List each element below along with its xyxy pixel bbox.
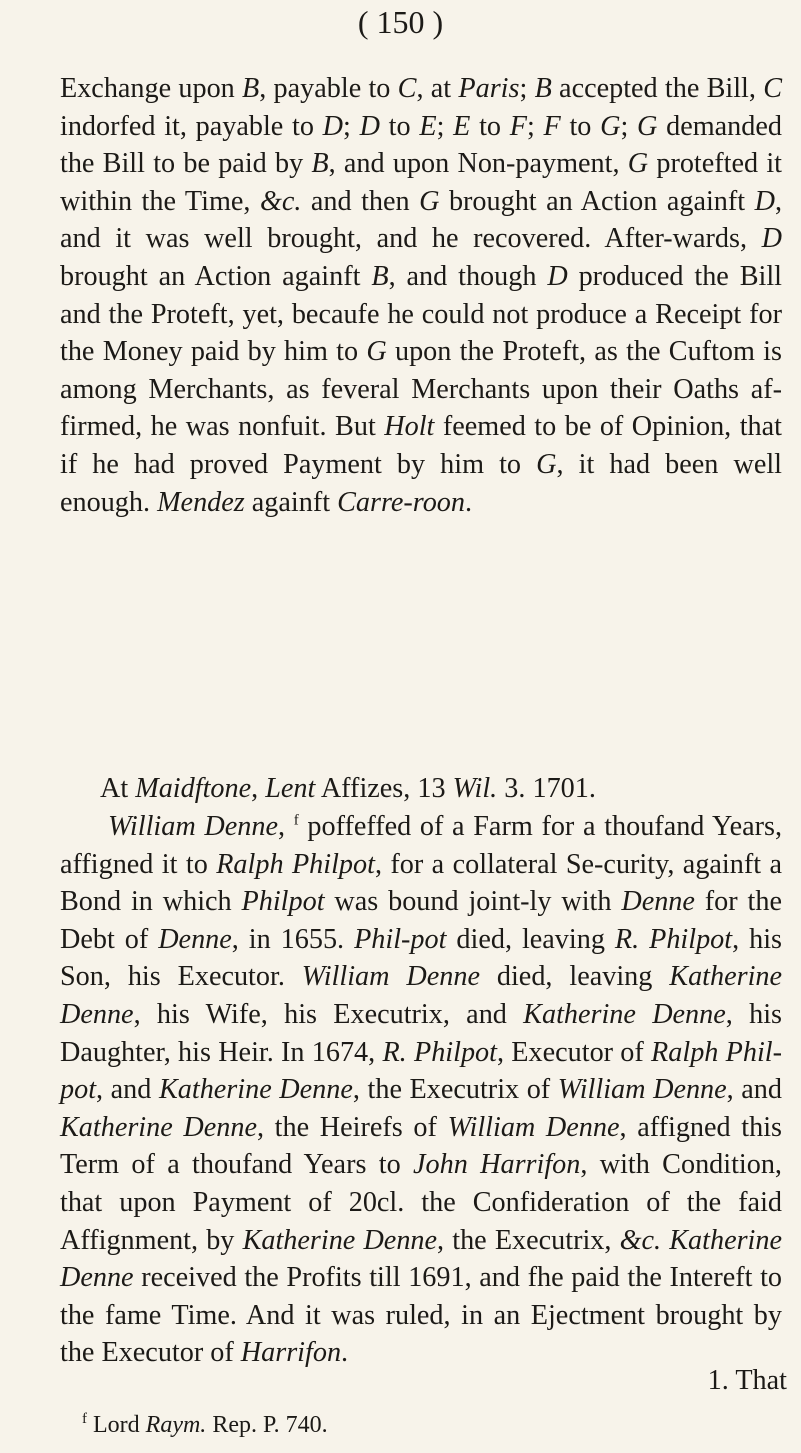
text-run: , his Son, his Executor. bbox=[60, 923, 782, 993]
paragraph-exchange-case bbox=[60, 70, 782, 521]
italic-text: D bbox=[754, 185, 775, 217]
text-run: , in 1655. bbox=[231, 923, 355, 955]
catchword: 1. That bbox=[707, 1365, 787, 1396]
italic-text: Denne bbox=[621, 886, 695, 918]
text-run: againft bbox=[244, 486, 338, 518]
italic-text: Harrifon bbox=[240, 1337, 342, 1369]
italic-text: B bbox=[371, 260, 389, 292]
text-run: died, leaving bbox=[446, 923, 615, 955]
text-run: , with Condition, that upon Payment of 20cl. the Confideration of the faid Affignment, by bbox=[60, 1149, 782, 1256]
heading-text bbox=[100, 770, 782, 808]
text-run: upon the Proteft, as the Cuftom is among Merchants, as feveral Merchants upon their Oaths af-firmed, he was nonfuit. But bbox=[60, 336, 782, 443]
italic-text: William Denne bbox=[301, 961, 480, 993]
text-run: Exchange upon bbox=[60, 73, 243, 104]
footnote bbox=[82, 1410, 328, 1440]
italic-text: Katherine Denne bbox=[523, 998, 726, 1030]
italic-text: E bbox=[419, 110, 437, 142]
text-run: , the Heirefs of bbox=[256, 1111, 448, 1143]
italic-text: Katherine Denne bbox=[60, 1224, 782, 1294]
text-run: 3. 1701. bbox=[497, 773, 596, 804]
footnote-marker: f bbox=[293, 812, 299, 829]
text-run: accepted the Bill, bbox=[551, 73, 764, 104]
text-run: protefted it within the Time, bbox=[60, 148, 783, 217]
italic-text: D bbox=[761, 223, 782, 255]
text-run: to bbox=[470, 110, 510, 142]
text-run: Affizes, 13 bbox=[315, 773, 453, 804]
italic-text: Lent bbox=[265, 773, 316, 804]
text-run: , at bbox=[416, 73, 459, 104]
italic-text: R. Philpot bbox=[382, 1036, 497, 1068]
text-run: Rep. P. 740. bbox=[206, 1412, 328, 1438]
text-run: brought an Action againft bbox=[60, 260, 372, 292]
text-run: and then bbox=[301, 185, 420, 217]
italic-text: Maidftone bbox=[135, 773, 252, 804]
text-run: , and though bbox=[388, 260, 548, 292]
italic-text: Katherine Denne bbox=[158, 1074, 353, 1106]
italic-text: Katherine Denne bbox=[60, 1111, 257, 1143]
text-run: , the Executrix, bbox=[437, 1224, 620, 1256]
italic-text: B bbox=[242, 73, 260, 104]
italic-text: G bbox=[600, 110, 621, 142]
italic-text: John Harrifon bbox=[413, 1149, 581, 1181]
text-run: . bbox=[341, 1337, 349, 1369]
text-run: ; bbox=[526, 110, 544, 142]
italic-text: R. Philpot bbox=[614, 923, 733, 955]
italic-text: G bbox=[627, 148, 649, 180]
italic-text: C bbox=[763, 73, 782, 104]
italic-text: D bbox=[359, 110, 380, 142]
text-run: , Executor of bbox=[497, 1036, 652, 1068]
italic-text: Ralph Philpot bbox=[216, 848, 375, 880]
footnote-marker: f bbox=[82, 1411, 87, 1427]
italic-text: C bbox=[397, 73, 417, 104]
text-run: to bbox=[560, 110, 601, 142]
italic-text: Paris bbox=[458, 73, 520, 104]
text-run: . bbox=[465, 486, 473, 518]
italic-text: &c. bbox=[259, 185, 302, 217]
italic-text: William Denne bbox=[108, 811, 278, 842]
text-run: , payable to bbox=[259, 73, 398, 104]
text-run: to bbox=[379, 110, 420, 142]
italic-text: Raym. bbox=[145, 1412, 207, 1438]
paragraph-denne-case bbox=[60, 808, 782, 1372]
text-run: ; bbox=[620, 110, 638, 142]
text-run: , and upon Non-payment, bbox=[328, 148, 628, 180]
italic-text: D bbox=[322, 110, 344, 142]
text-run: , and it was well brought, and he recovered. After-wards, bbox=[60, 185, 782, 255]
text-run: indorfed it, payable to bbox=[60, 110, 323, 142]
text-run: , his Wife, his Executrix, and bbox=[133, 998, 524, 1030]
text-run: , for a collateral Se-curity, againft a Bond in which bbox=[60, 848, 782, 918]
italic-text: G bbox=[419, 185, 440, 217]
italic-text: William Denne bbox=[447, 1111, 620, 1143]
text-run: , his Daughter, his Heir. In 1674, bbox=[60, 998, 782, 1068]
italic-text: B bbox=[311, 148, 329, 180]
text-run: ; bbox=[343, 110, 360, 142]
italic-text: William Denne bbox=[557, 1074, 727, 1106]
italic-text: F bbox=[543, 110, 561, 142]
text-run: , bbox=[277, 811, 294, 842]
italic-text: Ralph Phil-pot bbox=[60, 1036, 782, 1106]
section-heading bbox=[100, 770, 782, 808]
text-run: At bbox=[100, 773, 136, 804]
italic-text: G bbox=[637, 110, 658, 142]
italic-text: Katherine Denne bbox=[60, 961, 783, 1030]
italic-text: Katherine Denne bbox=[242, 1224, 438, 1256]
italic-text: Phil-pot bbox=[354, 923, 447, 955]
text-run: , affigned this Term of a thoufand Years to bbox=[60, 1111, 783, 1181]
text-run: Lord bbox=[87, 1412, 146, 1438]
italic-text: E bbox=[453, 110, 471, 142]
italic-text: G bbox=[366, 336, 387, 368]
italic-text: F bbox=[509, 110, 527, 142]
italic-text: Wil. bbox=[452, 773, 498, 804]
paragraph-text bbox=[60, 70, 782, 521]
text-run: , the Executrix of bbox=[352, 1074, 558, 1106]
text-run: , it had been well enough. bbox=[60, 448, 782, 518]
italic-text: Mendez bbox=[157, 486, 245, 518]
text-run: was bound joint-ly with bbox=[324, 886, 622, 918]
italic-text: Holt bbox=[384, 411, 435, 443]
text-run: ; bbox=[436, 110, 454, 142]
text-run: , and bbox=[726, 1074, 782, 1106]
italic-text: Philpot bbox=[241, 886, 325, 918]
text-run: produced the Bill and the Proteft, yet, becaufe he could not produce a Receipt for the Money paid by him to bbox=[60, 260, 783, 368]
italic-text: Denne bbox=[158, 923, 232, 955]
italic-text: G bbox=[536, 448, 557, 480]
text-run: brought an Action againft bbox=[439, 185, 755, 217]
text-run: , and bbox=[96, 1074, 159, 1106]
italic-text: B bbox=[534, 73, 552, 104]
page-number: ( 150 ) bbox=[357, 4, 444, 40]
text-run: , bbox=[251, 773, 266, 804]
text-run: feemed to be of Opinion, that if he had proved Payment by him to bbox=[60, 411, 782, 480]
italic-text: Carre-roon bbox=[337, 486, 465, 518]
text-run: poffeffed of a Farm for a thoufand Years, affigned it to bbox=[60, 811, 782, 880]
italic-text: &c. bbox=[619, 1224, 662, 1256]
text-run: demanded the Bill to be paid by bbox=[60, 110, 782, 180]
text-run: ; bbox=[519, 73, 535, 104]
italic-text: D bbox=[547, 260, 568, 292]
text-run: died, leaving bbox=[479, 961, 670, 993]
text-run: received the Profits till 1691, and fhe paid the Intereft to the fame Time. And it was ruled, in an Ejectment brought by the Executor of bbox=[60, 1262, 782, 1369]
paragraph-text bbox=[60, 808, 782, 1372]
text-run: for the Debt of bbox=[60, 886, 782, 955]
